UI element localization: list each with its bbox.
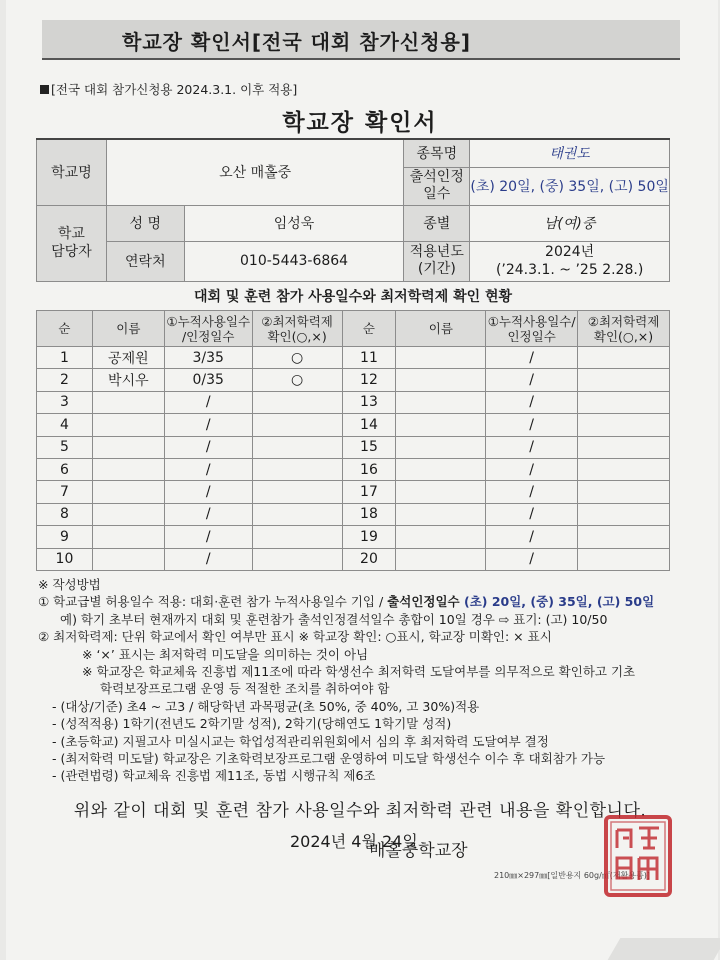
row-min — [252, 458, 342, 480]
row-min — [252, 414, 342, 436]
col-header-name: 이름 — [92, 311, 164, 347]
row-days: / — [164, 436, 252, 458]
gender-value: 남(여)중 — [470, 205, 670, 241]
row-name — [396, 414, 486, 436]
col-header-name-2: 이름 — [396, 311, 486, 347]
row-no: 13 — [342, 391, 396, 413]
school-label: 학교명 — [37, 139, 107, 205]
year-value-line1: 2024년 — [545, 244, 595, 260]
row-no: 6 — [37, 458, 93, 480]
col-header-days-line1: ①누적사용일수 — [166, 313, 251, 329]
col-header-min-line1: ②최저학력제 — [261, 313, 333, 329]
row-no: 18 — [342, 503, 396, 525]
year-label-line1: 적용년도 — [409, 244, 464, 260]
row-min — [578, 526, 670, 548]
contact-label: 연락처 — [106, 241, 184, 281]
table-row — [37, 414, 670, 436]
table-row — [37, 391, 670, 413]
col-header-min-line2: 확인(○,×) — [267, 328, 327, 344]
top-banner — [42, 20, 680, 60]
note-1-text: ① 학교급별 허용일수 적용: 대회·훈련 참가 누적사용일수 기입 / — [38, 594, 388, 610]
col-header-days-line2: /인정일수 — [181, 328, 235, 344]
row-name — [396, 369, 486, 391]
col-header-days-2 — [486, 311, 578, 347]
col-header-days — [164, 311, 252, 347]
row-days: / — [486, 481, 578, 503]
row-no: 4 — [37, 414, 93, 436]
row-min — [578, 347, 670, 369]
bullet-2: - (성적적용) 1학기(전년도 2학기말 성적), 2학기(당해연도 1학기말 성적) — [52, 716, 452, 732]
row-days: / — [164, 414, 252, 436]
col-header-min-2 — [578, 311, 670, 347]
row-no: 11 — [342, 347, 396, 369]
col-header-days2-line1: ①누적사용일수/ — [487, 313, 576, 329]
attendance-value: (초) 20일, (중) 35일, (고) 50일 — [470, 167, 670, 205]
row-name: 박시우 — [92, 369, 164, 391]
row-days: 0/35 — [164, 369, 252, 391]
subtitle-text: [전국 대회 참가신청용 2024.3.1. 이후 적용] — [51, 82, 298, 97]
row-no: 2 — [37, 369, 93, 391]
school-seal-stamp — [603, 814, 673, 898]
row-min — [252, 503, 342, 525]
row-no: 5 — [37, 436, 93, 458]
row-days: / — [486, 548, 578, 570]
row-min — [578, 503, 670, 525]
col-header-min — [252, 311, 342, 347]
sport-value: 태권도 — [470, 139, 670, 167]
row-min — [252, 526, 342, 548]
row-days: / — [164, 391, 252, 413]
info-table — [36, 138, 670, 282]
row-name — [396, 503, 486, 525]
note-2b: ※ 학교장은 학교체육 진흥법 제11조에 따라 학생선수 최저학력 도달여부를 의무적으로 확인하고 기초 — [82, 664, 636, 680]
note-2b-cont: 학력보장프로그램 운영 등 적절한 조치를 취하여야 함 — [100, 681, 390, 697]
note-1-example: 예) 학기 초부터 현재까지 대회 및 훈련참가 출석인정결석일수 총합이 10일 경우 ⇨ 표기: (고) 10/50 — [60, 611, 608, 627]
bullet-4: - (최저학력 미도달) 학교장은 기초학력보장프로그램 운영하여 미도달 학생선수 이수 후 대회참가 가능 — [52, 751, 606, 767]
bullet-1: - (대상/기준) 초4 ~ 고3 / 해당학년 과목평균(초 50%, 중 40%, 고 30%)적용 — [52, 698, 480, 714]
row-days: / — [486, 436, 578, 458]
table-row — [37, 369, 670, 391]
notes-heading: ※ 작성방법 — [38, 577, 101, 592]
row-days: / — [164, 481, 252, 503]
row-no: 20 — [342, 548, 396, 570]
row-name — [92, 414, 164, 436]
note-2a: ※ ‘×’ 표시는 최저학력 미도달을 의미하는 것이 아님 — [82, 646, 369, 662]
document-title: 학교장 확인서 — [282, 110, 438, 136]
row-min — [252, 481, 342, 503]
paper-spec: 210㎜×297㎜[일반용지 60g/㎡(재활용품)] — [494, 871, 651, 880]
table-row — [37, 458, 670, 480]
row-min — [578, 414, 670, 436]
row-name — [396, 436, 486, 458]
row-days: / — [164, 503, 252, 525]
attendance-label-line2: 일수 — [423, 186, 451, 202]
row-name: 공제원 — [92, 347, 164, 369]
row-min: ○ — [252, 369, 342, 391]
school-value: 오산 매홀중 — [106, 139, 403, 205]
row-name — [92, 458, 164, 480]
bullet-3: - (초등학교) 지필고사 미실시교는 학업성적관리위원회에서 심의 후 최저학력 도달여부 결정 — [52, 733, 549, 749]
table-row — [37, 526, 670, 548]
col-header-min2-line2: 확인(○,×) — [593, 328, 654, 344]
contact-value: 010-5443-6864 — [184, 241, 404, 281]
row-days: / — [164, 458, 252, 480]
row-no: 8 — [37, 503, 93, 525]
row-min — [578, 436, 670, 458]
year-value-line2: (’24.3.1. ~ ’25 2.28.) — [495, 262, 644, 278]
manager-label-line1: 학교 — [57, 226, 85, 242]
attendance-label-line1: 출석인정 — [409, 169, 464, 185]
row-min — [578, 391, 670, 413]
note-1 — [38, 593, 688, 610]
name-value: 임성욱 — [184, 205, 404, 241]
row-days: / — [486, 503, 578, 525]
name-label: 성 명 — [106, 205, 184, 241]
principal-signature: 매홀중학교장 — [369, 841, 468, 861]
row-days: / — [486, 391, 578, 413]
row-min — [252, 548, 342, 570]
row-no: 1 — [37, 347, 93, 369]
row-no: 12 — [342, 369, 396, 391]
row-min: ○ — [252, 347, 342, 369]
torn-paper-corner — [608, 938, 720, 960]
col-header-no: 순 — [37, 311, 93, 347]
row-name — [92, 436, 164, 458]
row-name — [92, 503, 164, 525]
row-no: 14 — [342, 414, 396, 436]
section-title: 대회 및 훈련 참가 사용일수와 최저학력제 확인 현황 — [36, 284, 670, 310]
row-name — [396, 481, 486, 503]
row-name — [92, 526, 164, 548]
square-bullet-icon — [40, 85, 49, 94]
row-name — [92, 481, 164, 503]
row-no: 17 — [342, 481, 396, 503]
issue-date: 2024년 4월 24일 — [290, 832, 418, 851]
row-min — [578, 548, 670, 570]
row-min — [578, 481, 670, 503]
row-days: / — [164, 526, 252, 548]
row-no: 16 — [342, 458, 396, 480]
attendance-label — [404, 167, 470, 205]
year-label — [404, 241, 470, 281]
gender-label: 종별 — [404, 205, 470, 241]
table-row — [37, 481, 670, 503]
table-row — [37, 548, 670, 570]
table-row — [37, 347, 670, 369]
row-no: 10 — [37, 548, 93, 570]
row-name — [396, 548, 486, 570]
year-value — [470, 241, 670, 281]
bullet-5: - (관련법령) 학교체육 진흥법 제11조, 동법 시행규칙 제6조 — [52, 768, 376, 784]
table-row — [37, 436, 670, 458]
row-min — [578, 369, 670, 391]
form-subtitle — [40, 80, 297, 98]
row-min — [252, 436, 342, 458]
col-header-no-2: 순 — [342, 311, 396, 347]
row-no: 3 — [37, 391, 93, 413]
row-name — [396, 347, 486, 369]
sport-label: 종목명 — [404, 139, 470, 167]
row-no: 9 — [37, 526, 93, 548]
table-row — [37, 503, 670, 525]
row-min — [252, 391, 342, 413]
row-days: / — [486, 347, 578, 369]
row-days: / — [486, 369, 578, 391]
row-name — [396, 526, 486, 548]
note-2: ② 최저학력제: 단위 학교에서 확인 여부만 표시 ※ 학교장 확인: ○표시, 학교장 미확인: × 표시 — [38, 629, 552, 645]
row-days: / — [486, 526, 578, 548]
row-days: / — [164, 548, 252, 570]
note-1-blue: (초) 20일, (중) 35일, (고) 50일 — [463, 594, 655, 610]
manager-label — [37, 205, 107, 281]
year-label-line2: (기간) — [417, 261, 456, 277]
instructions — [38, 576, 688, 785]
row-name — [92, 548, 164, 570]
banner-title: 학교장 확인서[전국 대회 참가신청용] — [122, 30, 471, 54]
row-no: 7 — [37, 481, 93, 503]
row-name — [396, 458, 486, 480]
row-name — [92, 391, 164, 413]
note-1-bold: 출석인정일수 — [387, 594, 464, 610]
row-name — [396, 391, 486, 413]
col-header-min2-line1: ②최저학력제 — [587, 313, 660, 329]
row-no: 15 — [342, 436, 396, 458]
row-min — [578, 458, 670, 480]
row-days: / — [486, 414, 578, 436]
row-no: 19 — [342, 526, 396, 548]
participation-table — [36, 310, 670, 571]
confirmation-statement: 위와 같이 대회 및 훈련 참가 사용일수와 최저학력 관련 내용을 확인합니다. — [73, 801, 647, 821]
row-days: / — [486, 458, 578, 480]
col-header-days2-line2: 인정일수 — [507, 328, 556, 344]
manager-label-line2: 담당자 — [51, 244, 92, 260]
row-days: 3/35 — [164, 347, 252, 369]
